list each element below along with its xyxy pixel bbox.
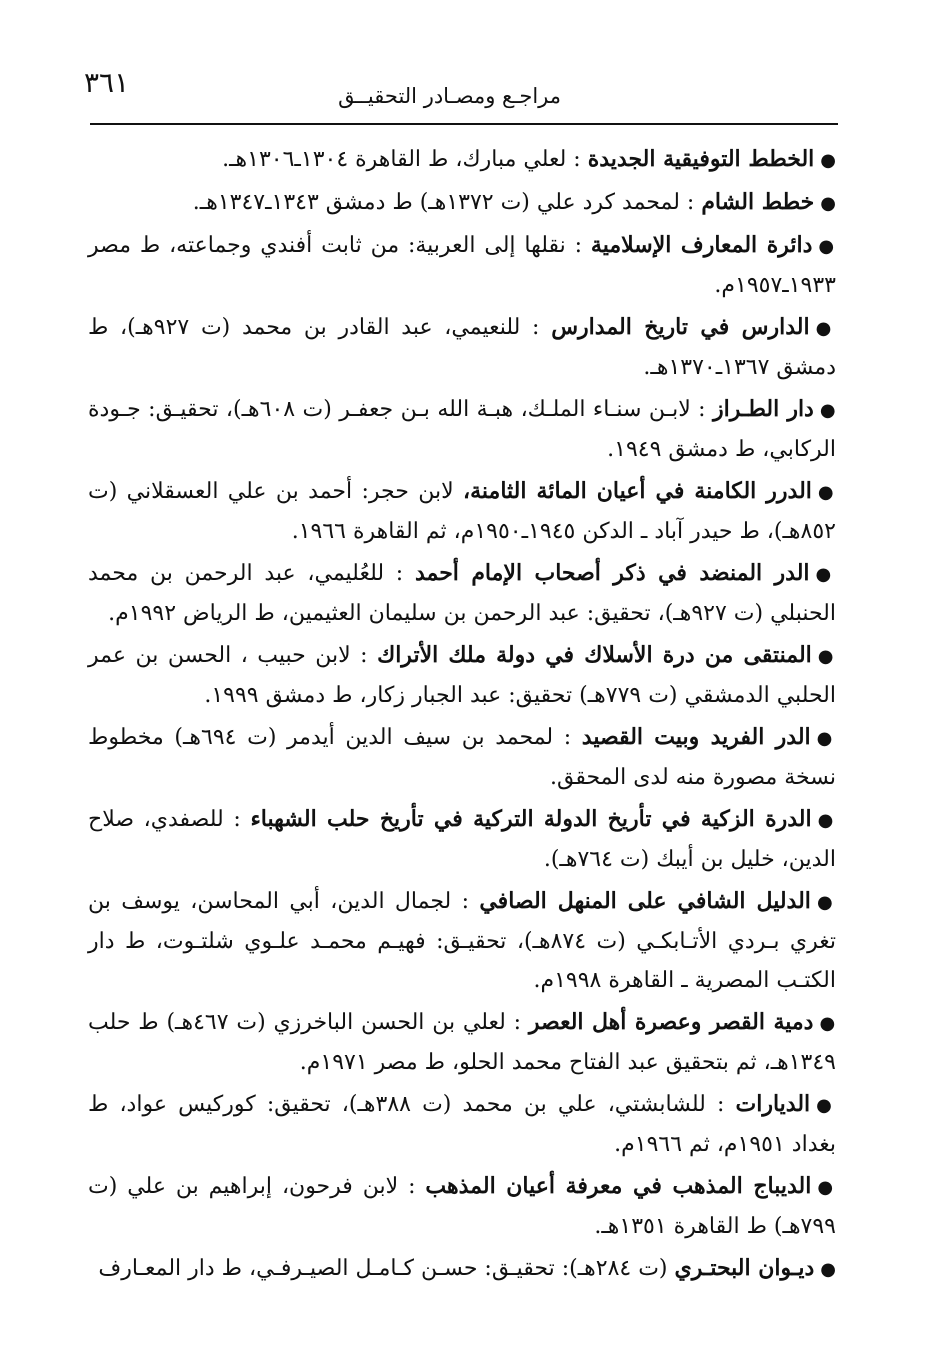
bibliography-entry [88,183,836,223]
entry-title: الدرة الزكية في تأريخ الدولة التركية في تأريخ حلب الشهباء [250,806,812,832]
bullet-icon: ● [815,318,837,339]
bibliography-entry [88,800,836,879]
bibliography-entry [88,1085,836,1164]
entry-text: (ت ٢٨٤هـ): تحقيـق: حسـن كـامـل الصيـرفـي، ط دار المعـارف [98,1256,668,1281]
bibliography-entry [88,390,836,469]
bibliography-entry [88,1249,836,1289]
entry-text: : لابن فرحون، إبراهيم بن علي (ت ٧٩٩هـ) ط القاهرة ١٣٥١هـ. [88,1174,836,1239]
entry-text: : لجمال الدين، أبي المحاسن، يوسف بن تغري بـردي الأتـابكـي (ت ٨٧٤هـ)، تحقيـق: فهيـم محمـد علـوي شلتـوت، ط دار الكتـب المصرية ـ القاهرة ١٩٩٨م. [88,889,836,993]
entry-text: : نقلها إلى العربية: من ثابت أفندي وجماعته، ط مصر ١٩٣٣ـ١٩٥٧م. [88,233,836,298]
entry-title: الدر المنضد في ذكر أصحاب الإمام أحمد [414,560,810,586]
running-title: مراجـع ومصـادر التحقيــق [338,84,561,108]
bullet-icon: ● [816,728,836,749]
entry-title: دمية القصر وعصرة أهل العصر [528,1009,814,1035]
bibliography-entry [88,1003,836,1082]
bullet-icon: ● [818,236,836,257]
bullet-icon: ● [816,892,836,913]
entry-title: الديارات [735,1091,811,1117]
entry-title: الدارس في تاريخ المدارس [551,314,810,340]
bullet-icon: ● [817,810,836,831]
entry-text: : لمحمد كرد علي (ت ١٣٧٢هـ) ط دمشق ١٣٤٣ـ١٣٤٧هـ. [192,190,695,215]
entry-title: دار الطـراز [713,396,814,422]
entry-text: : لعلي مبارك، ط القاهرة ١٣٠٤ـ١٣٠٦هـ. [222,147,581,172]
page-number: ٣٦١ [84,66,130,99]
entry-text: : للصفدي، صلاح الدين، خليل بن أيبك (ت ٧٦٤هـ). [88,807,836,872]
entry-title: الدرر الكامنة في أعيان المائة الثامنة، [463,478,812,504]
entry-text: : للنعيمي، عبد القادر بن محمد (ت ٩٢٧هـ)، ط دمشق ١٣٦٧ـ١٣٧٠هـ. [88,315,836,380]
bibliography-entry [88,718,836,797]
bibliography-entry [88,554,836,633]
entry-title: ديـوان البحتـري [674,1255,815,1281]
entry-title: الخطط التوفيقية الجديدة [587,146,815,172]
bibliography-entry [88,636,836,715]
bibliography-entry [88,308,836,387]
entry-text: : للشابشتي، علي بن محمد (ت ٣٨٨هـ)، تحقيق: كوركيس عواد، ط بغداد ١٩٥١م، ثم ١٩٦٦م. [88,1092,836,1157]
bullet-icon: ● [820,1259,836,1280]
bullet-icon: ● [819,400,837,421]
bibliography-entry [88,226,836,305]
entry-title: خطط الشام [701,189,815,215]
bullet-icon: ● [817,1177,836,1198]
bullet-icon: ● [819,1013,837,1034]
entry-title: دائرة المعارف الإسلامية [590,232,813,258]
bibliography-entry [88,1167,836,1246]
entry-title: الدر الفريد وبيت القصيد [581,724,811,750]
bibliography-list [88,140,836,1292]
bibliography-entry [88,882,836,1000]
entry-title: المنتقى من درة الأسلاك في دولة ملك الأتراك [377,642,812,668]
bullet-icon: ● [817,482,836,503]
bullet-icon: ● [816,1095,836,1116]
entry-text: : لعلي بن الحسن الباخرزي (ت ٤٦٧هـ) ط حلب ١٣٤٩هـ، ثم بتحقيق عبد الفتاح محمد الحلو، ط مصر ١٩٧١م. [88,1010,836,1075]
entry-text: : للعُليمي، عبد الرحمن بن محمد الحنبلي (ت ٩٢٧هـ)، تحقيق: عبد الرحمن بن سليمان العثيمين، ط الرياض ١٩٩٢م. [88,561,836,626]
bullet-icon: ● [815,564,836,585]
bullet-icon: ● [820,193,836,214]
entry-text: : لابـن سنـاء الملـك، هبـة الله بـن جعفـر (ت ٦٠٨هـ)، تحقيـق: جـودة الركابي، ط دمشق ١٩٤٩. [88,397,836,462]
entry-text: لابن حجر: أحمد بن علي العسقلاني (ت ٨٥٢هـ)، ط حيدر آباد ـ الدكن ١٩٤٥ـ١٩٥٠م، ثم القاهرة ١٩٦٦. [88,479,836,544]
entry-text: : لابن حبيب ، الحسن بن عمر الحلبي الدمشقي (ت ٧٧٩هـ) تحقيق: عبد الجبار زكار، ط دمشق ١٩٩٩. [88,643,836,708]
bibliography-entry [88,140,836,180]
bibliography-entry [88,472,836,551]
header-rule [90,123,838,125]
bullet-icon: ● [817,646,836,667]
entry-title: الدليل الشافي على المنهل الصافي [479,888,811,914]
entry-title: الديباج المذهب في معرفة أعيان المذهب [425,1173,812,1199]
entry-text: : لمحمد بن سيف الدين أيدمر (ت ٦٩٤هـ) مخطوط نسخة مصورة منه لدى المحقق. [88,725,836,790]
bullet-icon: ● [820,150,836,171]
